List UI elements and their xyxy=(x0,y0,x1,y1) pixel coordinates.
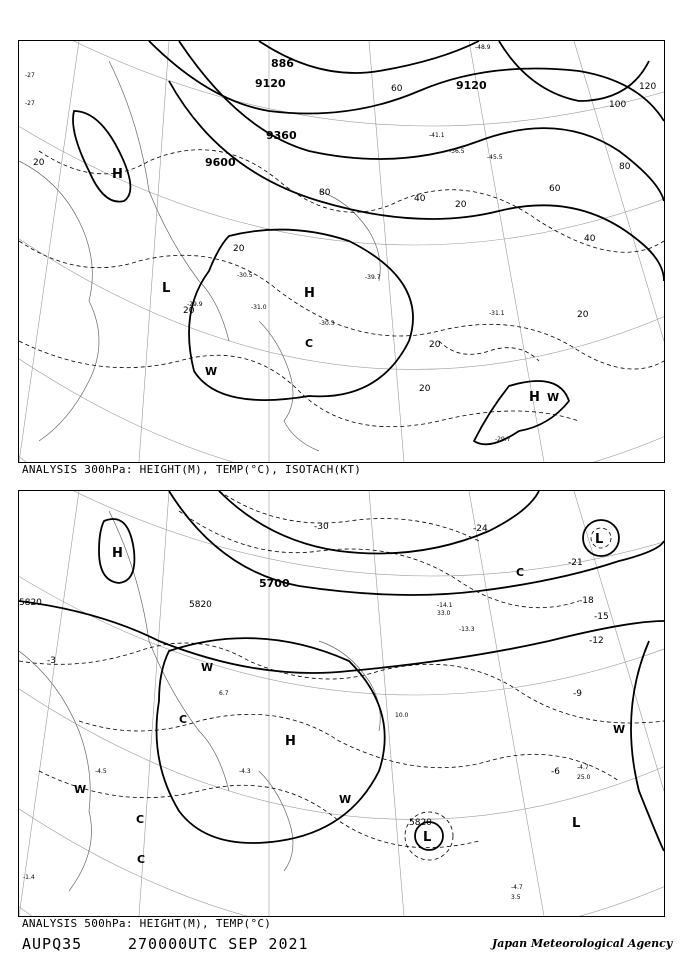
latitude-line xyxy=(19,891,664,916)
warm-center-marker: W xyxy=(205,365,218,378)
warm-center-marker: W xyxy=(339,793,352,806)
height-label: 886 xyxy=(271,57,294,70)
longitude-line xyxy=(19,491,79,916)
height-label: 9120 xyxy=(456,79,487,92)
isotherm-line xyxy=(79,714,619,781)
cold-center-marker: C xyxy=(179,713,188,726)
obs-value: -13.3 xyxy=(459,626,475,633)
isotherms xyxy=(19,150,664,427)
isotach-label: 40 xyxy=(414,194,426,204)
coastline-japan xyxy=(259,771,293,871)
longitude-line xyxy=(369,41,404,462)
isotach-label: 80 xyxy=(319,188,331,198)
isotach-label: 40 xyxy=(584,234,596,244)
high-center-marker: H xyxy=(304,286,315,301)
high-center-marker: H xyxy=(112,167,123,182)
isotach-label: 20 xyxy=(233,244,245,254)
isotach-label: 20 xyxy=(33,158,45,168)
obs-value: -4.5 xyxy=(95,768,107,775)
coastline-korea xyxy=(109,61,229,341)
low-center-marker: L xyxy=(572,816,581,831)
coastline xyxy=(19,511,380,891)
obs-value: 3.5 xyxy=(511,894,521,901)
isotherm-line xyxy=(179,511,579,608)
temp-value: -36.5 xyxy=(449,148,465,155)
isotherm-line xyxy=(219,491,479,541)
warm-center-marker: W xyxy=(201,661,214,674)
obs-value: 10.0 xyxy=(395,712,409,719)
analysis-500hpa-map xyxy=(18,490,665,917)
chart-code: AUPQ35 xyxy=(22,935,83,953)
high-center-marker: H xyxy=(529,390,540,405)
height-label: 5820 xyxy=(19,598,42,608)
temp-value: -39.7 xyxy=(365,274,381,281)
warm-center-marker: W xyxy=(547,391,560,404)
temp-value: -31.0 xyxy=(251,304,267,311)
temp-value: -29.7 xyxy=(495,436,511,443)
isotherm-label: -12 xyxy=(589,636,604,646)
isotach-label: 120 xyxy=(639,82,657,92)
longitude-line xyxy=(469,491,544,916)
temp-value: -27 xyxy=(25,72,35,79)
isotherm-label: -24 xyxy=(473,524,488,534)
isotherm-label: -9 xyxy=(573,689,582,699)
isotherm-line xyxy=(19,643,664,723)
obs-value: -1.4 xyxy=(23,874,35,881)
warm-center-marker: W xyxy=(613,723,626,736)
isotherm-line xyxy=(19,341,579,427)
temp-value: -30.5 xyxy=(237,272,253,279)
isotach-label: 20 xyxy=(577,310,589,320)
low-center-marker: L xyxy=(162,281,171,296)
low-center-marker: L xyxy=(595,532,604,547)
high-outline-japan xyxy=(189,230,413,401)
temp-value: -45.5 xyxy=(487,154,503,161)
temp-value: -48.9 xyxy=(475,44,491,51)
obs-value: 33.0 xyxy=(437,610,451,617)
isotherm-label: -15 xyxy=(594,612,609,622)
isotherm-line xyxy=(39,150,664,253)
warm-center-marker: W xyxy=(74,783,87,796)
coastline-asia xyxy=(19,651,92,891)
isotherm-label: -18 xyxy=(579,596,594,606)
high-outline-japan xyxy=(157,638,385,843)
isotach-label: 80 xyxy=(619,162,631,172)
height-label: 5700 xyxy=(259,577,290,590)
temp-value: -27 xyxy=(25,100,35,107)
height-label: 9120 xyxy=(255,77,286,90)
obs-value: -14.1 xyxy=(437,602,453,609)
obs-value: 6.7 xyxy=(219,690,229,697)
height-contour-east xyxy=(631,641,664,851)
height-contour-5820 xyxy=(19,601,664,673)
temp-value: -31.1 xyxy=(489,310,505,317)
cold-center-marker: C xyxy=(305,337,314,350)
high-center-marker: H xyxy=(285,734,296,749)
coastline-asia xyxy=(19,161,99,441)
obs-value: -4.7 xyxy=(511,884,523,891)
panel-caption-500hpa: ANALYSIS 500hPa: HEIGHT(M), TEMP(°C) xyxy=(22,917,272,930)
height-contour-9360 xyxy=(179,41,664,201)
cold-center-marker: C xyxy=(516,566,525,579)
height-label: 9600 xyxy=(205,156,236,169)
high-center-marker: H xyxy=(112,546,123,561)
isotach-label: 20 xyxy=(429,340,441,350)
panel-caption-300hpa: ANALYSIS 300hPa: HEIGHT(M), TEMP(°C), ISOTACH(KT) xyxy=(22,463,362,476)
longitude-line xyxy=(139,41,169,462)
temp-value: -41.1 xyxy=(429,132,445,139)
height-label: 5820 xyxy=(189,600,212,610)
high-outline-west xyxy=(73,111,130,202)
closed-contours xyxy=(73,111,569,444)
analysis-300hpa-map xyxy=(18,40,665,463)
latitude-line xyxy=(19,211,664,369)
height-contour-9120 xyxy=(149,41,664,121)
isotach-label: 20 xyxy=(183,306,195,316)
height-label: 9360 xyxy=(266,129,297,142)
map-500hpa-svg xyxy=(19,491,664,916)
isotherm-line xyxy=(39,771,479,848)
isotherm-label: -6 xyxy=(551,767,560,777)
agency-credit: Japan Meteorological Agency xyxy=(492,937,673,950)
valid-time: 270000UTC SEP 2021 xyxy=(128,935,309,953)
isotach-label: 60 xyxy=(391,84,403,94)
isotach-label: 100 xyxy=(609,100,627,110)
height-label: 5820 xyxy=(409,818,432,828)
height-contour-inner xyxy=(219,491,539,554)
longitude-line xyxy=(369,491,404,916)
cold-center-marker: C xyxy=(137,853,146,866)
obs-value: 25.0 xyxy=(577,774,591,781)
isotach-label: 60 xyxy=(549,184,561,194)
latitude-line xyxy=(19,41,664,126)
map-300hpa-svg xyxy=(19,41,664,462)
low-center-marker: L xyxy=(423,830,432,845)
latitude-line xyxy=(19,441,664,462)
obs-value: -4.3 xyxy=(239,768,251,775)
cold-center-marker: C xyxy=(136,813,145,826)
isotherm-label: -30 xyxy=(314,522,329,532)
obs-value: -4.7 xyxy=(577,764,589,771)
isotherm-label: -3 xyxy=(47,656,56,666)
isotach-label: 20 xyxy=(419,384,431,394)
coastline-kuril xyxy=(319,641,380,731)
isotherm-label: -21 xyxy=(568,558,583,568)
isotach-label: 20 xyxy=(455,200,467,210)
temp-value: -29.9 xyxy=(187,301,203,308)
temp-value: -30.3 xyxy=(319,320,335,327)
